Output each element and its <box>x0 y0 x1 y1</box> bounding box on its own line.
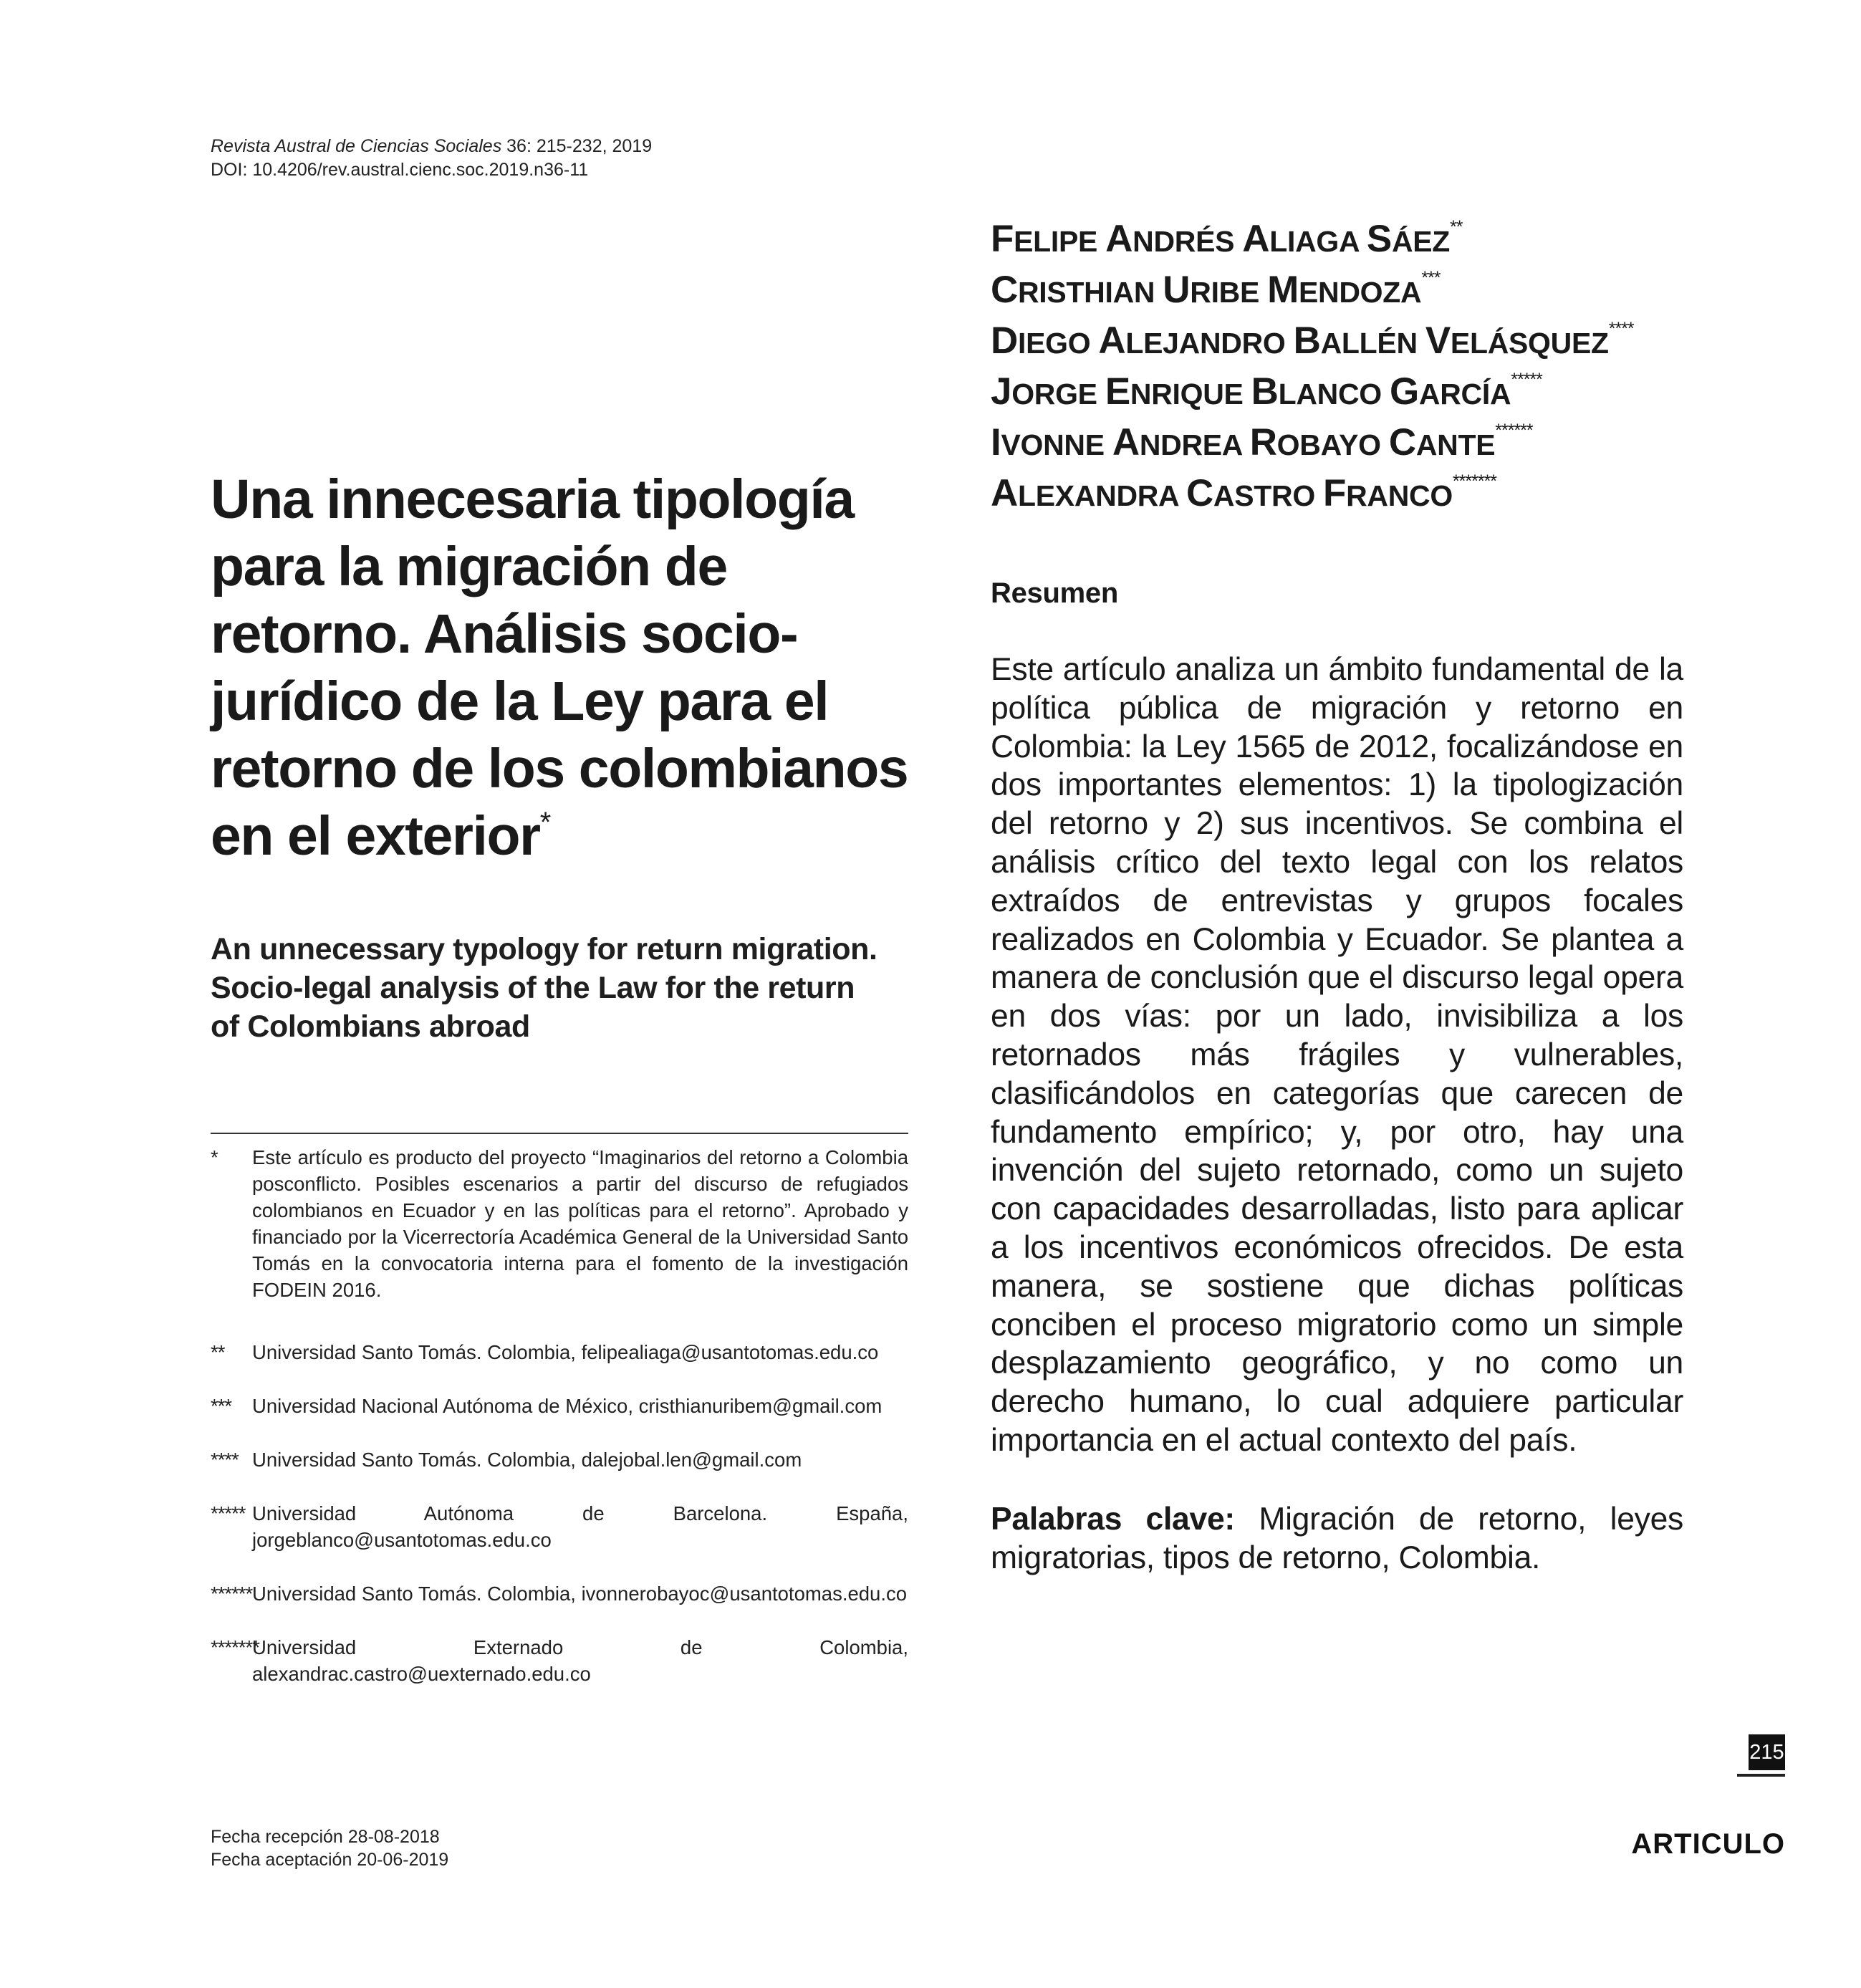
author-name-rest: OBAYO <box>1276 428 1389 461</box>
author-footnote-mark[interactable]: ****** <box>1495 421 1533 441</box>
author-initial: A <box>1242 218 1270 260</box>
author-footnote-mark[interactable]: ***** <box>1511 370 1542 390</box>
author-initial: C <box>991 269 1018 311</box>
title-footnote-mark[interactable]: * <box>539 807 550 838</box>
abstract-text: Este artículo analiza un ámbito fundamental de la política pública de migración y retorno en Colombia: la Ley 1565 de 2012, focalizándose en dos importantes elementos: 1) la tipologización del retorno y 2) sus incentivos. Se combina el análisis crítico del texto legal con los relatos extraídos de entrevistas y grupos focales realizados en Colombia y Ecuador. Se plantea a manera de conclusión que el discurso legal opera en dos vías: por un lado, invisibiliza a los retornados más frágiles y vulnerables, clasificándolos en categorías que carecen de fundamento empírico; y, por otro, hay una invención del sujeto retornado, como un sujeto con capacidades desarrolladas, listo para aplicar a los incentivos económicos ofrecidos. De esta manera, se sostiene que dichas políticas conciben el proceso migratorio como un simple desplazamiento geográfico, y no como un derecho humano, lo cual adquiere particular importancia en el actual contexto del país. <box>991 652 1683 1458</box>
author-initial: F <box>1323 472 1347 514</box>
author-initial: C <box>1186 472 1213 514</box>
author-initial: G <box>1389 370 1419 413</box>
keywords-list: Migración de retorno, leyes migratorias, tipos de retorno, Colombia. <box>991 1502 1683 1575</box>
author-name-rest: RANCO <box>1346 479 1453 512</box>
article-subtitle-english <box>211 930 908 1046</box>
author-footnote-mark[interactable]: **** <box>1608 319 1634 339</box>
footnote-text: Este artículo es producto del proyecto “Imaginarios del retorno a Colombia posconflicto. Posibles escenarios a partir del discurso de refugiados colombianos en Ecuador y en las políticas para el retorno”. Aprobado y financiado por la Vicerrectoría Académica General de la Universidad Santo Tomás en la convocatoria interna para el fomento de la investigación FODEIN 2016. <box>252 1146 908 1301</box>
footnote-mark: ** <box>211 1341 225 1363</box>
author-name-rest: ARCÍA <box>1418 378 1511 410</box>
author-name-rest: VONNE <box>1001 428 1112 461</box>
subtitle-line: An unnecessary typology for return migration. <box>211 932 877 966</box>
footnote-mark: ******* <box>211 1636 259 1658</box>
abstract-heading: Resumen <box>991 577 1118 609</box>
footnote-item <box>211 1634 908 1687</box>
submission-dates <box>211 1825 448 1871</box>
author-initial: S <box>1366 218 1392 260</box>
title-line: retorno de los colombianos <box>211 738 908 799</box>
title-line: Una innecesaria tipología <box>211 469 854 530</box>
subtitle-line: Socio-legal analysis of the Law for the return <box>211 971 855 1005</box>
author-name <box>991 317 1634 368</box>
keywords-label: Palabras clave: <box>991 1502 1235 1537</box>
author-initial: D <box>991 320 1018 362</box>
author-name-rest: ANTE <box>1415 428 1496 461</box>
author-initial: I <box>991 421 1001 464</box>
author-initial: J <box>991 370 1012 413</box>
author-name-rest: RIBE <box>1190 276 1268 309</box>
footnotes <box>211 1144 908 1714</box>
author-name-rest: ELÁSQUEZ <box>1450 327 1609 360</box>
author-initial: A <box>991 472 1018 514</box>
author-footnote-mark[interactable]: ** <box>1450 217 1463 237</box>
footnote-item <box>211 1580 908 1607</box>
title-line: retorno. Análisis socio- <box>211 603 798 665</box>
subtitle-line: of Colombians abroad <box>211 1009 530 1044</box>
footnote-item <box>211 1144 908 1303</box>
footnote-item <box>211 1500 908 1553</box>
journal-header <box>211 135 652 182</box>
author-footnote-mark[interactable]: ******* <box>1452 471 1497 491</box>
page-number-rule <box>1737 1774 1785 1777</box>
footnote-text[interactable]: Universidad Santo Tomás. Colombia, felipealiaga@usantotomas.edu.co <box>252 1341 879 1363</box>
title-line: jurídico de la Ley para el <box>211 671 829 732</box>
author-initial: B <box>1293 320 1321 362</box>
author-initial: B <box>1251 370 1279 413</box>
journal-name: Revista Austral de Ciencias Sociales <box>211 136 502 156</box>
author-name-rest: ENDOZA <box>1299 276 1422 309</box>
keywords <box>991 1500 1683 1578</box>
author-name <box>991 418 1634 469</box>
footnote-text[interactable]: Universidad Autónoma de Barcelona. España, jorgeblanco@usantotomas.edu.co <box>252 1502 908 1551</box>
author-name <box>991 266 1634 317</box>
section-label: ARTICULO <box>1631 1828 1785 1860</box>
footnote-mark: * <box>211 1146 218 1168</box>
journal-doi: DOI: 10.4206/rev.austral.cienc.soc.2019.n36-11 <box>211 160 589 180</box>
author-name <box>991 368 1634 418</box>
author-name-rest: NDRÉS <box>1133 225 1243 258</box>
author-name-rest: NDREA <box>1139 428 1250 461</box>
title-line: para la migración de <box>211 536 727 597</box>
author-initial: A <box>1098 320 1126 362</box>
footnote-item <box>211 1446 908 1473</box>
author-initial: C <box>1388 421 1416 464</box>
author-name-rest: ORGE <box>1011 378 1105 410</box>
author-name-rest: ALLÉN <box>1320 327 1425 360</box>
footnote-mark: ***** <box>211 1502 246 1524</box>
author-name-rest: IEGO <box>1017 327 1099 360</box>
author-initial: A <box>1105 218 1133 260</box>
author-name-rest: LEJANDRO <box>1125 327 1294 360</box>
author-initial: V <box>1425 320 1451 362</box>
author-name <box>991 469 1634 520</box>
footnote-mark: ****** <box>211 1583 253 1605</box>
title-line-last <box>211 802 927 870</box>
footnote-divider <box>211 1133 908 1134</box>
date-received: Fecha recepción 28-08-2018 <box>211 1827 440 1847</box>
footnote-text[interactable]: Universidad Santo Tomás. Colombia, dalejobal.len@gmail.com <box>252 1449 802 1471</box>
footnote-mark: **** <box>211 1449 239 1471</box>
footnote-item <box>211 1339 908 1365</box>
footnote-mark: *** <box>211 1395 232 1417</box>
author-name-rest: LEXANDRA <box>1017 479 1186 512</box>
title-line: en el exterior <box>211 805 540 867</box>
journal-citation <box>211 135 652 158</box>
page-number: 215 <box>1749 1734 1785 1770</box>
author-initial: F <box>991 218 1014 260</box>
author-name-rest: ASTRO <box>1213 479 1324 512</box>
author-initial: R <box>1249 421 1277 464</box>
author-name-rest: LANCO <box>1278 378 1390 410</box>
footnote-text[interactable]: Universidad Santo Tomás. Colombia, ivonnerobayoc@usantotomas.edu.co <box>252 1583 908 1605</box>
author-list <box>991 215 1634 520</box>
author-name-rest: RISTHIAN <box>1017 276 1163 309</box>
author-initial: A <box>1112 421 1140 464</box>
author-initial: E <box>1105 370 1130 413</box>
author-initial: U <box>1163 269 1191 311</box>
author-footnote-mark[interactable]: *** <box>1421 268 1441 288</box>
journal-volume-pages: 36: 215-232, 2019 <box>501 136 653 156</box>
date-accepted: Fecha aceptación 20-06-2019 <box>211 1850 449 1870</box>
author-name-rest: ELIPE <box>1014 225 1106 258</box>
author-name-rest: NRIQUE <box>1130 378 1251 410</box>
footnote-item <box>211 1393 908 1419</box>
author-name-rest: LIAGA <box>1269 225 1367 258</box>
author-initial: M <box>1267 269 1299 311</box>
footnote-text[interactable]: Universidad Nacional Autónoma de México, cristhianuribem@gmail.com <box>252 1395 883 1417</box>
author-name <box>991 215 1634 266</box>
author-name-rest: ÁEZ <box>1391 225 1451 258</box>
footnote-text[interactable]: Universidad Externado de Colombia, alexandrac.castro@uexternado.edu.co <box>252 1636 908 1685</box>
article-title <box>211 466 927 870</box>
